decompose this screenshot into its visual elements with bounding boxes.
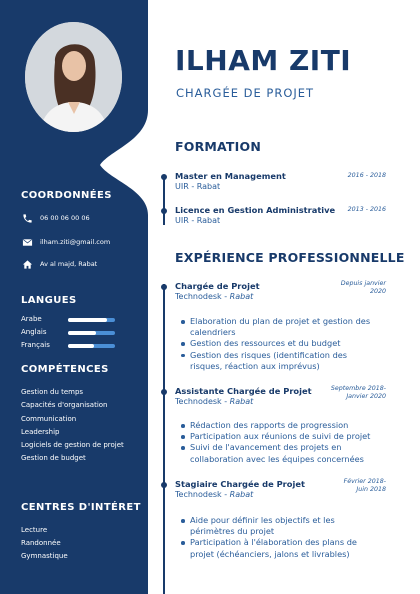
company-city: Rabat xyxy=(229,292,254,301)
company-city: Rabat xyxy=(229,397,254,406)
bullet-item: Participation à l'élaboration des plans de projet (échéanciers, jalons et livrables) xyxy=(181,537,381,559)
hobbies-list xyxy=(21,524,131,563)
education-place: UIR - Rabat xyxy=(175,216,221,225)
profile-photo xyxy=(25,22,122,132)
timeline-dot xyxy=(161,174,167,180)
timeline-dot xyxy=(161,208,167,214)
company-name: Technodesk xyxy=(175,397,222,406)
language-row xyxy=(21,315,121,325)
contact-text: 06 00 06 00 06 xyxy=(40,214,90,222)
bullet-item: Rédaction des rapports de progression xyxy=(181,420,381,431)
language-row xyxy=(21,328,121,338)
date-line: Juin 2018 xyxy=(356,486,386,493)
contact-phone xyxy=(21,212,90,224)
bullet-item: Suivi de l'avancement des projets en collaboration avec les équipes concernées xyxy=(181,442,381,464)
experience-company: Technodesk - Rabat xyxy=(175,292,254,301)
contact-email xyxy=(21,236,110,248)
language-level-bar xyxy=(68,318,115,322)
education-timeline xyxy=(163,175,165,225)
bullet-item: Gestion des risques (identification des risques, réaction aux imprévus) xyxy=(181,350,381,372)
experience-date xyxy=(341,280,386,296)
education-date: 2016 - 2018 xyxy=(347,172,386,179)
timeline-dot xyxy=(161,284,167,290)
experience-timeline xyxy=(163,284,165,594)
phone-icon xyxy=(21,212,33,224)
language-row xyxy=(21,341,121,351)
hobby-item: Lecture xyxy=(21,526,48,534)
date-line: Février 2018- xyxy=(343,478,386,485)
education-date: 2013 - 2016 xyxy=(347,206,386,213)
skills-heading: COMPÉTENCES xyxy=(21,364,109,375)
experience-title: Stagiaire Chargée de Projet xyxy=(175,479,305,489)
date-line: Depuis janvier xyxy=(340,280,386,287)
house-icon xyxy=(21,258,33,270)
hobbies-heading: CENTRES D'INTÉRET xyxy=(21,502,141,513)
experience-date xyxy=(344,478,386,494)
date-line: Septembre 2018- xyxy=(330,385,386,392)
bullet-item: Gestion des ressources et du budget xyxy=(181,338,381,349)
timeline-dot xyxy=(161,482,167,488)
experience-heading: EXPÉRIENCE PROFESSIONNELLE xyxy=(175,250,405,265)
contact-text: ilham.ziti@gmail.com xyxy=(40,238,111,246)
education-title: Licence en Gestion Administrative xyxy=(175,205,336,215)
experience-bullets xyxy=(181,420,381,465)
skills-list xyxy=(21,386,136,466)
language-label: Arabe xyxy=(21,315,42,323)
language-label: Anglais xyxy=(21,328,47,336)
job-title: CHARGÉE DE PROJET xyxy=(176,86,315,100)
contact-text: Av al majd, Rabat xyxy=(40,260,98,268)
skill-item: Capacités d'organisation xyxy=(21,401,108,410)
hobby-item: Randonnée xyxy=(21,539,61,547)
experience-company: Technodesk - Rabat xyxy=(175,397,254,406)
bullet-item: Aide pour définir les objectifs et les périmètres du projet xyxy=(181,515,381,537)
contact-address xyxy=(21,258,97,270)
experience-title: Assistante Chargée de Projet xyxy=(175,386,312,396)
date-line: Janvier 2020 xyxy=(346,393,386,400)
skill-item: Logiciels de gestion de projet xyxy=(21,441,124,450)
language-label: Français xyxy=(21,341,50,349)
education-heading: FORMATION xyxy=(175,139,261,154)
experience-title: Chargée de Projet xyxy=(175,281,260,291)
experience-bullets xyxy=(181,515,381,560)
company-name: Technodesk xyxy=(175,490,222,499)
candidate-name: ILHAM ZITI xyxy=(175,44,352,77)
languages-heading: LANGUES xyxy=(21,295,77,306)
skill-item: Communication xyxy=(21,414,77,423)
date-line: 2020 xyxy=(369,288,386,295)
bullet-item: Elaboration du plan de projet et gestion des calendriers xyxy=(181,316,381,338)
education-title: Master en Management xyxy=(175,171,286,181)
language-level-bar xyxy=(68,331,115,335)
contact-heading: COORDONNÉES xyxy=(21,190,112,201)
hobby-item: Gymnastique xyxy=(21,552,68,560)
company-name: Technodesk xyxy=(175,292,222,301)
language-level-bar xyxy=(68,344,115,348)
experience-company: Technodesk - Rabat xyxy=(175,490,254,499)
company-city: Rabat xyxy=(229,490,254,499)
bullet-item: Participation aux réunions de suivi de projet xyxy=(181,431,381,442)
envelope-icon xyxy=(21,236,33,248)
skill-item: Leadership xyxy=(21,427,60,436)
education-place: UIR - Rabat xyxy=(175,182,221,191)
experience-date xyxy=(331,385,386,401)
skill-item: Gestion du temps xyxy=(21,388,84,396)
timeline-dot xyxy=(161,389,167,395)
skill-item: Gestion de budget xyxy=(21,454,86,463)
experience-bullets xyxy=(181,316,381,372)
